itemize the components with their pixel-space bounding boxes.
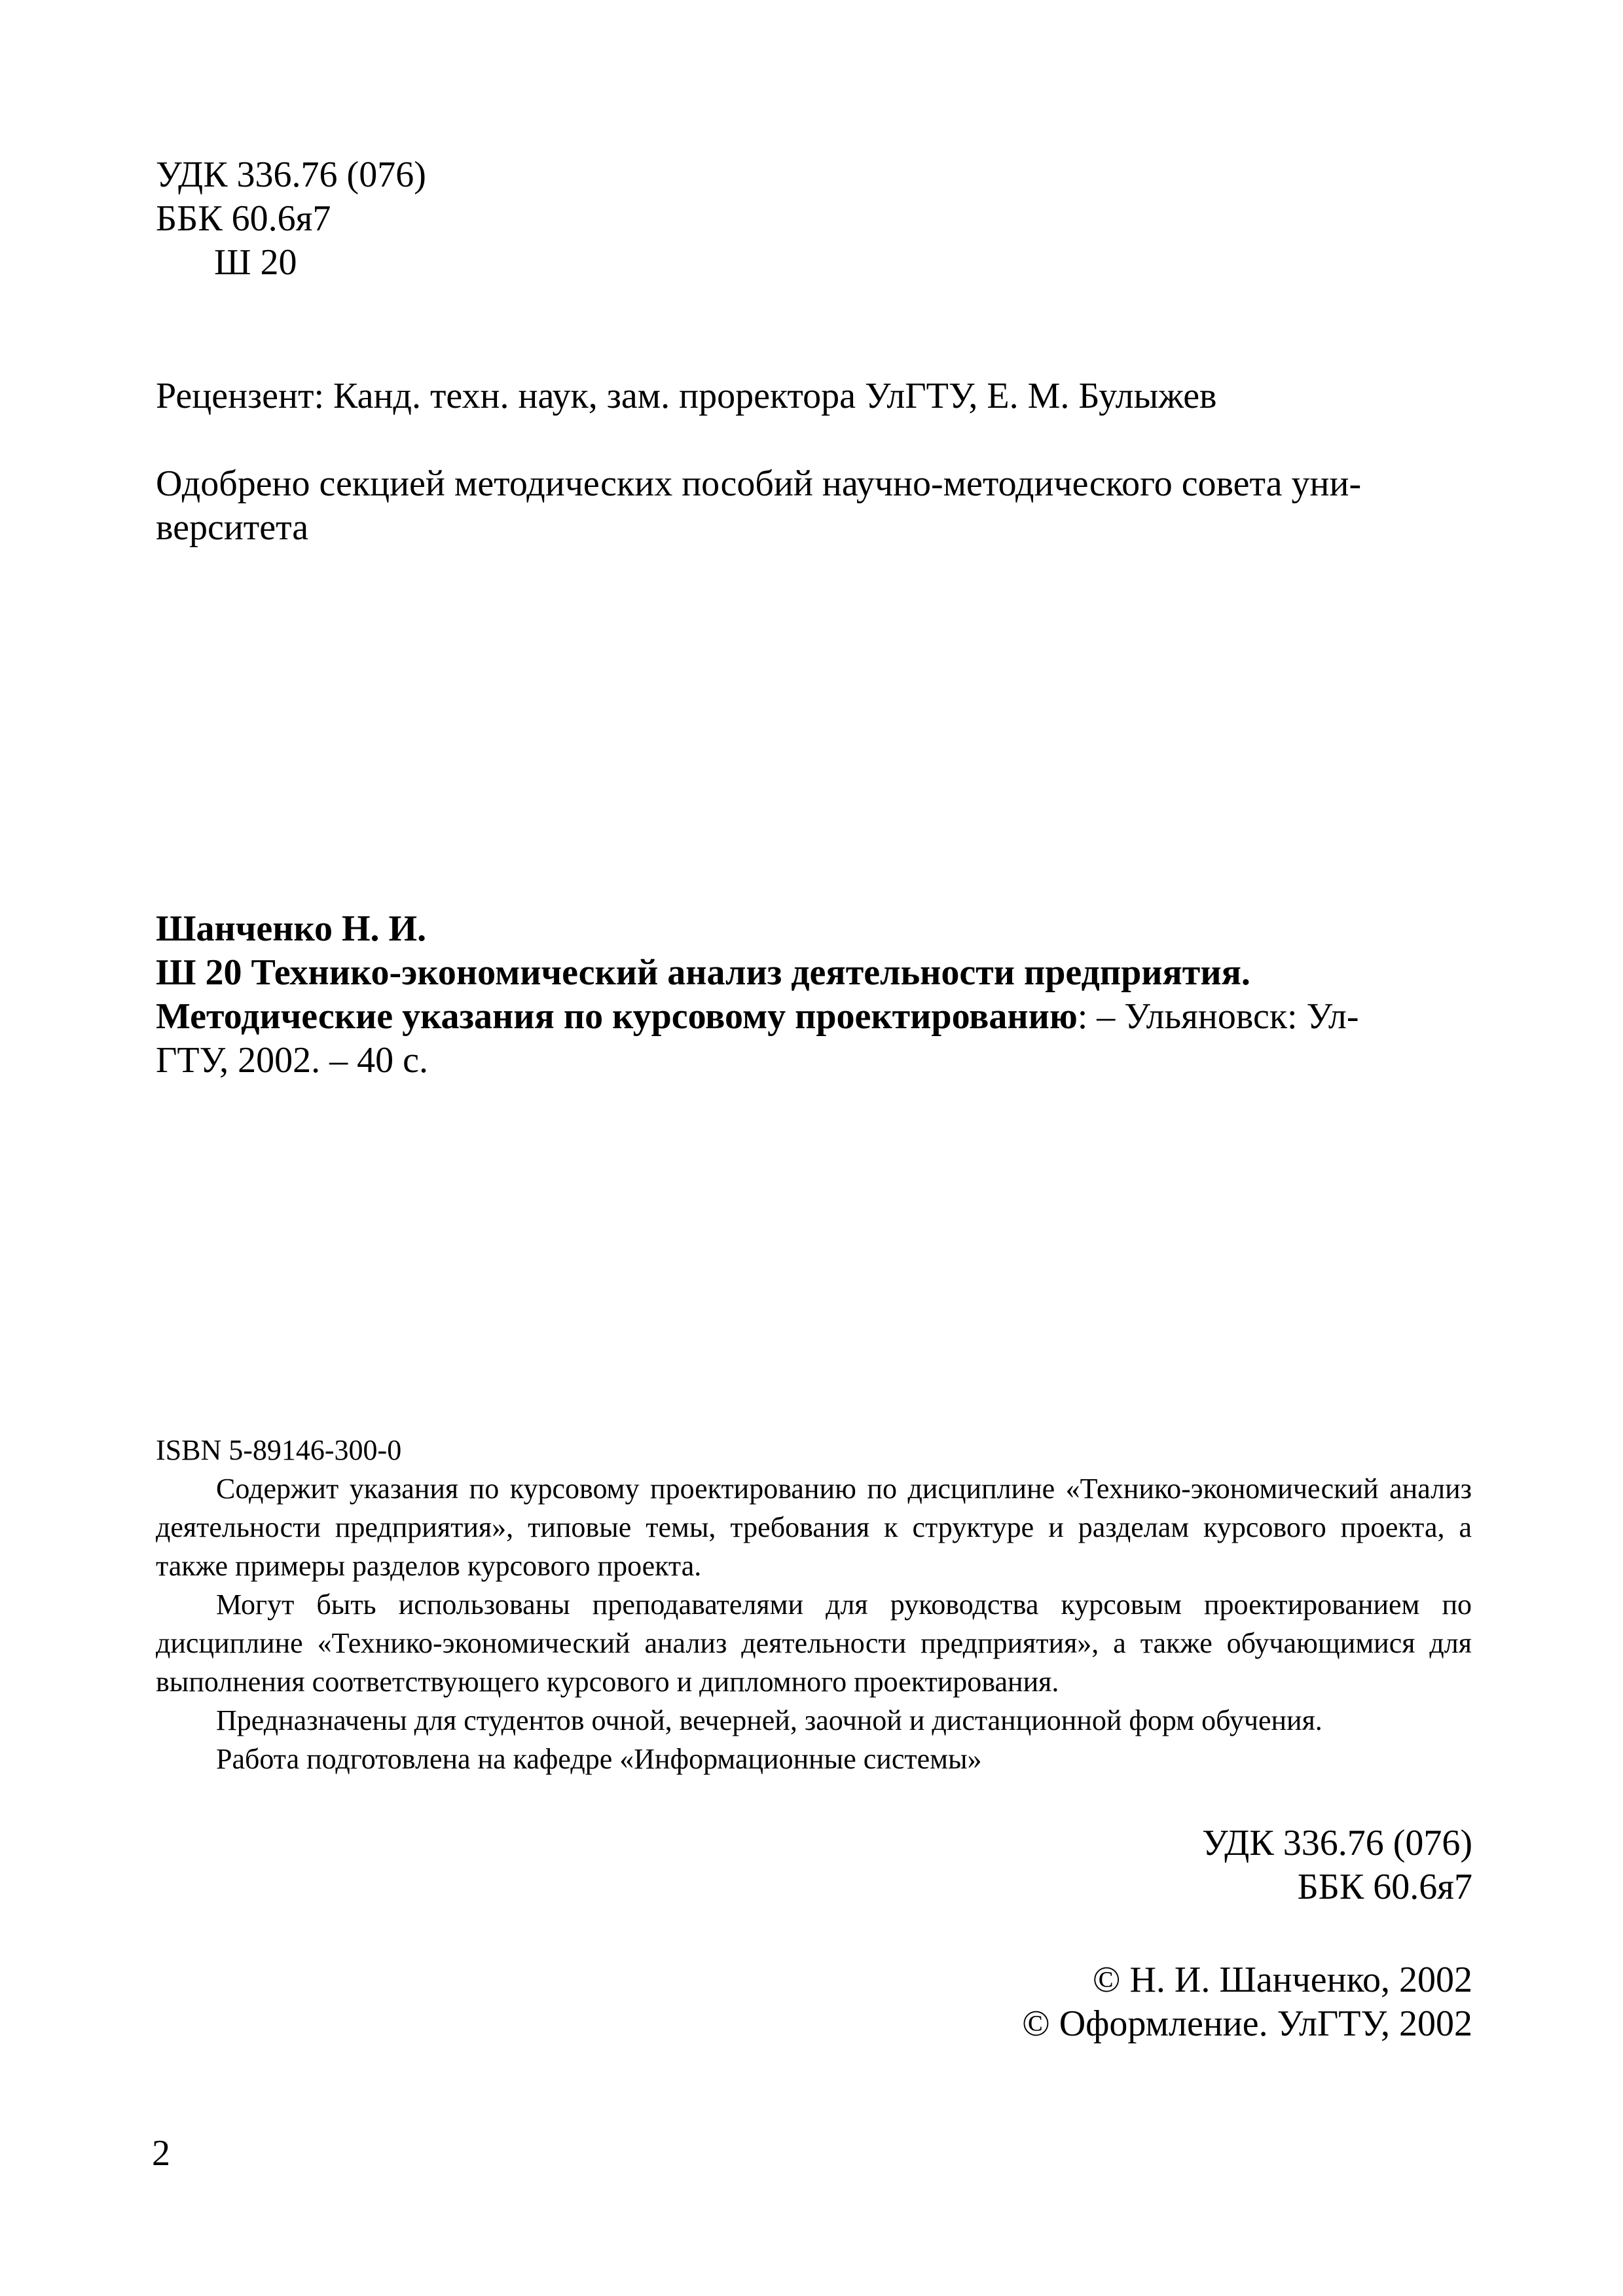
imprint-year-pages: ГТУ, 2002. – 40 с. [156, 1040, 428, 1081]
annotation-paragraph: Содержит указания по курсовому проектированию по дисциплине «Технико-экономический анализ деятельности предприятия», типовые темы, требования к структуре и разделам курсового проекта, а также примеры разделов курсового проекта. [156, 1473, 1472, 1582]
approval-line-2: верситета [156, 507, 309, 548]
book-title: Ш 20 Технико-экономический анализ деятельности предприятия. [156, 952, 1250, 993]
reviewer-line: Рецензент: Канд. техн. наук, зам. проректора УлГТУ, Е. М. Булыжев [156, 376, 1217, 416]
isbn: ISBN 5-89146-300-0 [156, 1434, 402, 1466]
bibliographic-record [156, 907, 1449, 1083]
copyright-design: © Оформление. УлГТУ, 2002 [1022, 2003, 1472, 2044]
udk-code: УДК 336.76 (076) [156, 154, 426, 195]
classification-right [1202, 1821, 1472, 1909]
page-number: 2 [152, 2133, 170, 2174]
subtitle-bold: Методические указания по курсовому проектированию [156, 996, 1078, 1037]
annotation [156, 1469, 1472, 1778]
copyright-block [1022, 1958, 1472, 2046]
book-subtitle [156, 995, 1449, 1039]
copyright-author: © Н. И. Шанченко, 2002 [1092, 1960, 1472, 2000]
author-name: Шанченко Н. И. [156, 908, 427, 949]
bbk-code-right: ББК 60.6я7 [1297, 1867, 1472, 1907]
annotation-paragraph: Предназначены для студентов очной, вечерней, заочной и дистанционной форм обучения. [216, 1704, 1322, 1736]
annotation-paragraph: Могут быть использованы преподавателями для руководства курсовым проектированием по дисциплине «Технико-экономический анализ деятельности предприятия», а также обучающимися для выполнения соответствующего курсового и дипломного проектирования. [156, 1588, 1472, 1698]
author-sign: Ш 20 [214, 242, 297, 283]
udk-code-right: УДК 336.76 (076) [1202, 1823, 1472, 1863]
annotation-paragraph: Работа подготовлена на кафедре «Информационные системы» [216, 1743, 982, 1775]
approval-line-1: Одобрено секцией методических пособий научно-методического совета уни- [156, 463, 1362, 504]
classification-block [156, 153, 426, 285]
approval-note [156, 462, 1465, 550]
imprint-place: : – Ульяновск: Ул- [1077, 996, 1359, 1037]
bbk-code: ББК 60.6я7 [156, 198, 331, 239]
